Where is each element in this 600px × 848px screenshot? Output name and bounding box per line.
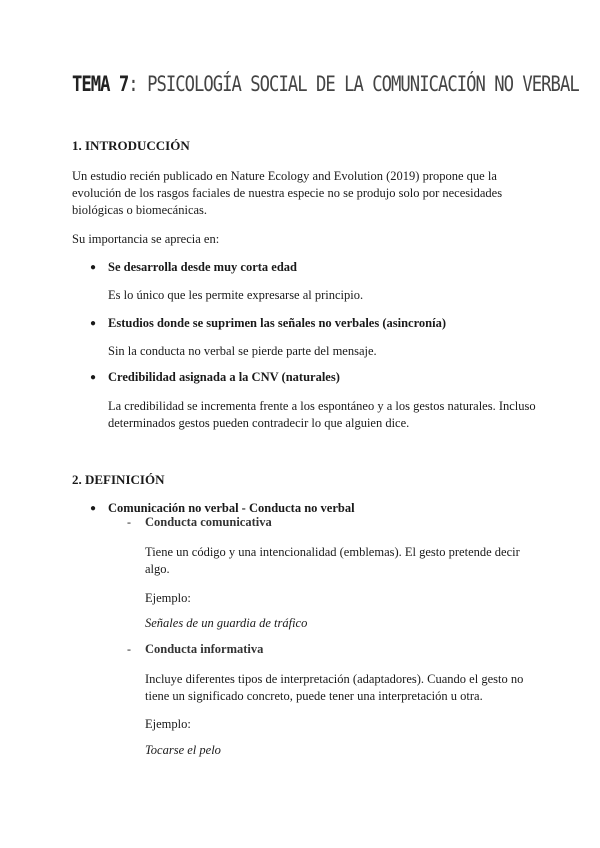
sub2-example-label: Ejemplo: (145, 717, 191, 731)
bullet-icon: ● (90, 503, 97, 514)
sub2-example: Tocarse el pelo (145, 743, 221, 757)
intro-line-2: evolución de los rasgos faciales de nuestra especie no se produjo solo por necesidades (72, 186, 503, 200)
section2-heading: 2. DEFINICIÓN (72, 472, 165, 487)
sub2-line-2: tiene un significado concreto, puede tener una interpretación u otra. (145, 689, 483, 703)
item-3-text-1: La credibilidad se incrementa frente a los espontáneo y a los gestos naturales. Incluso (108, 399, 536, 413)
definition-bullet: Comunicación no verbal - Conducta no verbal (108, 501, 355, 515)
importance-text: Su importancia se aprecia en: (72, 232, 220, 246)
sub2-line-1: Incluye diferentes tipos de interpretación (adaptadores). Cuando el gesto no (145, 672, 524, 686)
section1-heading: 1. INTRODUCCIÓN (72, 138, 190, 153)
dash-icon: - (127, 515, 131, 529)
item-1-title: Se desarrolla desde muy corta edad (108, 260, 297, 274)
bullet-icon: ● (90, 372, 97, 383)
item-3-title: Credibilidad asignada a la CNV (naturales) (108, 370, 340, 384)
sub1-line-2: algo. (145, 562, 170, 576)
sub2-title: Conducta informativa (145, 642, 264, 656)
item-2-title: Estudios donde se suprimen las señales no verbales (asincronía) (108, 316, 447, 330)
intro-line-1: Un estudio recién publicado en Nature Ecology and Evolution (2019) propone que la (72, 169, 497, 183)
intro-line-3: biológicas o biomecánicas. (72, 203, 208, 217)
sub1-example: Señales de un guardia de tráfico (145, 616, 308, 630)
title-rest: : PSICOLOGÍA SOCIAL DE LA COMUNICACIÓN NO VERBAL (128, 72, 579, 96)
sub1-title: Conducta comunicativa (145, 515, 272, 529)
bullet-icon: ● (90, 262, 97, 273)
sub1-line-1: Tiene un código y una intencionalidad (emblemas). El gesto pretende decir (145, 545, 520, 559)
title-tema: TEMA 7 (72, 72, 129, 96)
item-2-text: Sin la conducta no verbal se pierde parte del mensaje. (108, 344, 377, 358)
item-1-text: Es lo único que les permite expresarse al principio. (108, 288, 364, 302)
dash-icon: - (127, 642, 131, 656)
bullet-icon: ● (90, 318, 97, 329)
sub1-example-label: Ejemplo: (145, 591, 191, 605)
item-3-text-2: determinados gestos pueden contradecir lo que alguien dice. (108, 416, 410, 430)
page-title (72, 72, 579, 96)
